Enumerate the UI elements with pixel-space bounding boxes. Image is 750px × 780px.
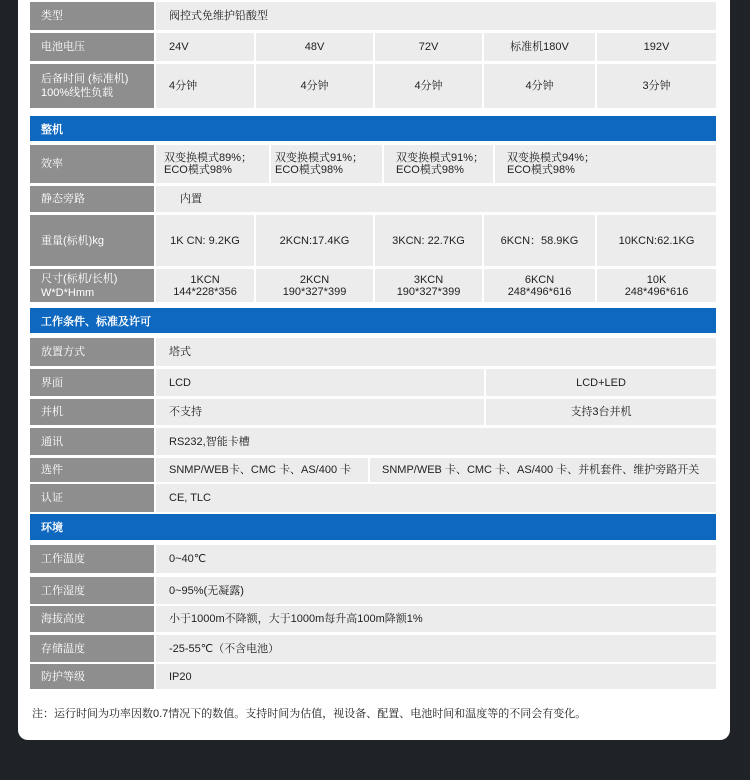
label-text: W*D*Hmm [41,286,95,299]
value-text: 4分钟 [414,80,443,92]
value-cell [256,33,373,61]
row-label [30,145,154,183]
value-text: ECO模式98% [396,164,464,176]
section-title: 工作条件、标准及许可 [41,315,151,328]
footnote: 注：运行时间为功率因数0.7情况下的数值。支持时间为估值，视设备、配置、电池时间和温度等的不同会有变化。 [32,708,587,720]
row-label [30,577,154,604]
value-cell [156,64,254,108]
value-cell [375,33,482,61]
label-text: 并机 [41,406,63,418]
spec-row-communication [30,428,716,455]
value-text: 190*327*399 [396,285,461,298]
spec-row-parallel [30,399,716,425]
label-text: 防护等级 [41,670,85,683]
row-label [30,545,154,573]
label-text: 重量(标机)kg [41,234,104,247]
value-cell [484,64,595,108]
value-text: 248*496*616 [624,285,689,298]
row-label [30,186,154,212]
value-cell [375,269,482,302]
row-label [30,64,154,108]
value-text: -25-55℃（不含电池） [169,642,280,655]
value-cell [597,33,716,61]
row-label [30,269,154,302]
value-cell [156,458,368,482]
spec-row-type [30,2,716,30]
label-text: 存储温度 [41,642,85,655]
value-text: 3KCN: 22.7KG [392,234,465,247]
value-text: 4分钟 [300,80,329,92]
value-text: 支持3台并机 [570,406,632,418]
value-cell [156,545,716,573]
spec-row-backup [30,64,716,108]
value-text: 1K CN: 9.2KG [170,234,240,247]
spec-row-efficiency [30,145,716,183]
value-text: 双变换模式91%； [275,152,364,164]
value-text: 0~95%(无凝露) [169,584,244,597]
value-text: IP20 [169,670,192,683]
row-label [30,369,154,396]
value-cell [156,664,716,689]
value-cell [156,186,716,212]
value-text: LCD+LED [576,376,626,389]
value-text: 24V [169,41,189,53]
value-cell [156,606,716,632]
value-cell [597,64,716,108]
label-text: 通讯 [41,435,63,448]
value-text: 48V [304,41,325,53]
row-label [30,606,154,632]
value-text: 内置 [180,193,202,205]
value-text: 72V [418,41,439,53]
value-text: 190*327*399 [282,285,347,298]
label-text: 尺寸(标机/长机) [41,272,118,285]
label-text: 工作温度 [41,553,85,565]
spec-row-protection [30,664,716,689]
value-text: 标准机180V [510,41,569,53]
spec-row-storage-temperature [30,635,716,662]
value-text: 10K [646,273,667,286]
value-cell [156,399,484,425]
row-label [30,33,154,61]
label-text: 100%线性负载 [41,87,114,99]
spec-row-weight [30,215,716,266]
value-cell [256,64,373,108]
section-header-environment [30,514,716,540]
value-text: 248*496*616 [507,285,572,298]
value-text: 6KCN：58.9KG [500,234,579,247]
section-header-machine [30,116,716,141]
value-text: 144*228*356 [173,285,237,298]
value-cell [597,269,716,302]
value-cell [484,33,595,61]
value-cell [156,428,716,455]
value-cell [156,2,716,30]
section-title: 整机 [41,123,63,136]
value-text: CE, TLC [169,492,211,504]
value-text: SNMP/WEB卡、CMC 卡、AS/400 卡 [169,464,352,476]
value-text: 3KCN [413,273,444,286]
spec-row-options [30,458,716,482]
value-cell [484,269,595,302]
value-text: ECO模式98% [507,164,575,176]
value-cell [156,338,716,366]
spec-row-size [30,269,716,302]
value-cell [486,399,716,425]
value-text: 3分钟 [642,80,671,92]
value-cell [486,369,716,396]
row-label [30,2,154,30]
value-cell [384,145,493,183]
value-cell [271,145,382,183]
value-cell [156,484,716,512]
label-text: 工作湿度 [41,584,85,597]
spec-row-humidity [30,577,716,604]
value-text: 4分钟 [169,80,198,92]
value-cell [156,145,269,183]
value-cell [156,269,254,302]
value-text: 10KCN:62.1KG [618,234,695,247]
value-text: 4分钟 [525,80,554,92]
value-text: 双变换模式94%； [507,152,596,164]
value-cell [156,577,716,604]
label-text: 认证 [41,492,63,504]
value-cell [370,458,716,482]
value-cell [597,215,716,266]
value-text: ECO模式98% [164,164,232,176]
label-text: 选件 [41,464,63,476]
value-cell [484,215,595,266]
value-cell [256,269,373,302]
label-text: 静态旁路 [41,193,85,205]
value-cell [156,215,254,266]
spec-row-interface [30,369,716,396]
label-text: 效率 [41,158,63,170]
value-text: 6KCN [524,273,555,286]
label-text: 放置方式 [41,346,85,358]
row-label [30,215,154,266]
value-text: 2KCN:17.4KG [279,234,350,247]
spec-row-placement [30,338,716,366]
section-header-conditions [30,308,716,333]
value-cell [495,145,716,183]
value-text: LCD [169,376,192,389]
value-text: 双变换模式91%； [396,152,485,164]
value-text: 双变换模式89%； [164,152,253,164]
label-text: 界面 [41,376,63,389]
spec-row-bypass [30,186,716,212]
value-text: 0~40℃ [169,553,207,565]
value-cell [375,64,482,108]
value-text: 小于1000m不降额，大于1000m每升高100m降额1% [169,613,423,625]
value-text: 不支持 [169,406,202,418]
value-text: SNMP/WEB 卡、CMC 卡、AS/400 卡、并机套件、维护旁路开关 [382,464,700,476]
value-text: 192V [643,41,670,53]
row-label [30,484,154,512]
spec-row-certification [30,484,716,512]
value-cell [256,215,373,266]
value-text: 塔式 [169,346,191,358]
value-cell [156,369,484,396]
row-label [30,458,154,482]
row-label [30,428,154,455]
value-cell [156,635,716,662]
label-text: 电池电压 [41,41,85,53]
value-text: ECO模式98% [275,164,343,176]
section-title: 环境 [41,522,63,534]
row-label [30,635,154,662]
value-text: 1KCN [190,273,220,286]
spec-row-altitude [30,606,716,632]
value-cell [375,215,482,266]
label-text: 海拔高度 [41,613,85,625]
spec-row-voltage [30,33,716,61]
value-text: 2KCN [299,273,330,286]
label-text: 类型 [41,10,63,22]
row-label [30,338,154,366]
row-label [30,664,154,689]
value-text: RS232,智能卡槽 [169,435,250,448]
spec-row-operating-temperature [30,545,716,573]
row-label [30,399,154,425]
value-text: 阀控式免维护铅酸型 [169,10,268,22]
label-text: 后备时间 (标准机) [41,73,129,85]
value-cell [156,33,254,61]
